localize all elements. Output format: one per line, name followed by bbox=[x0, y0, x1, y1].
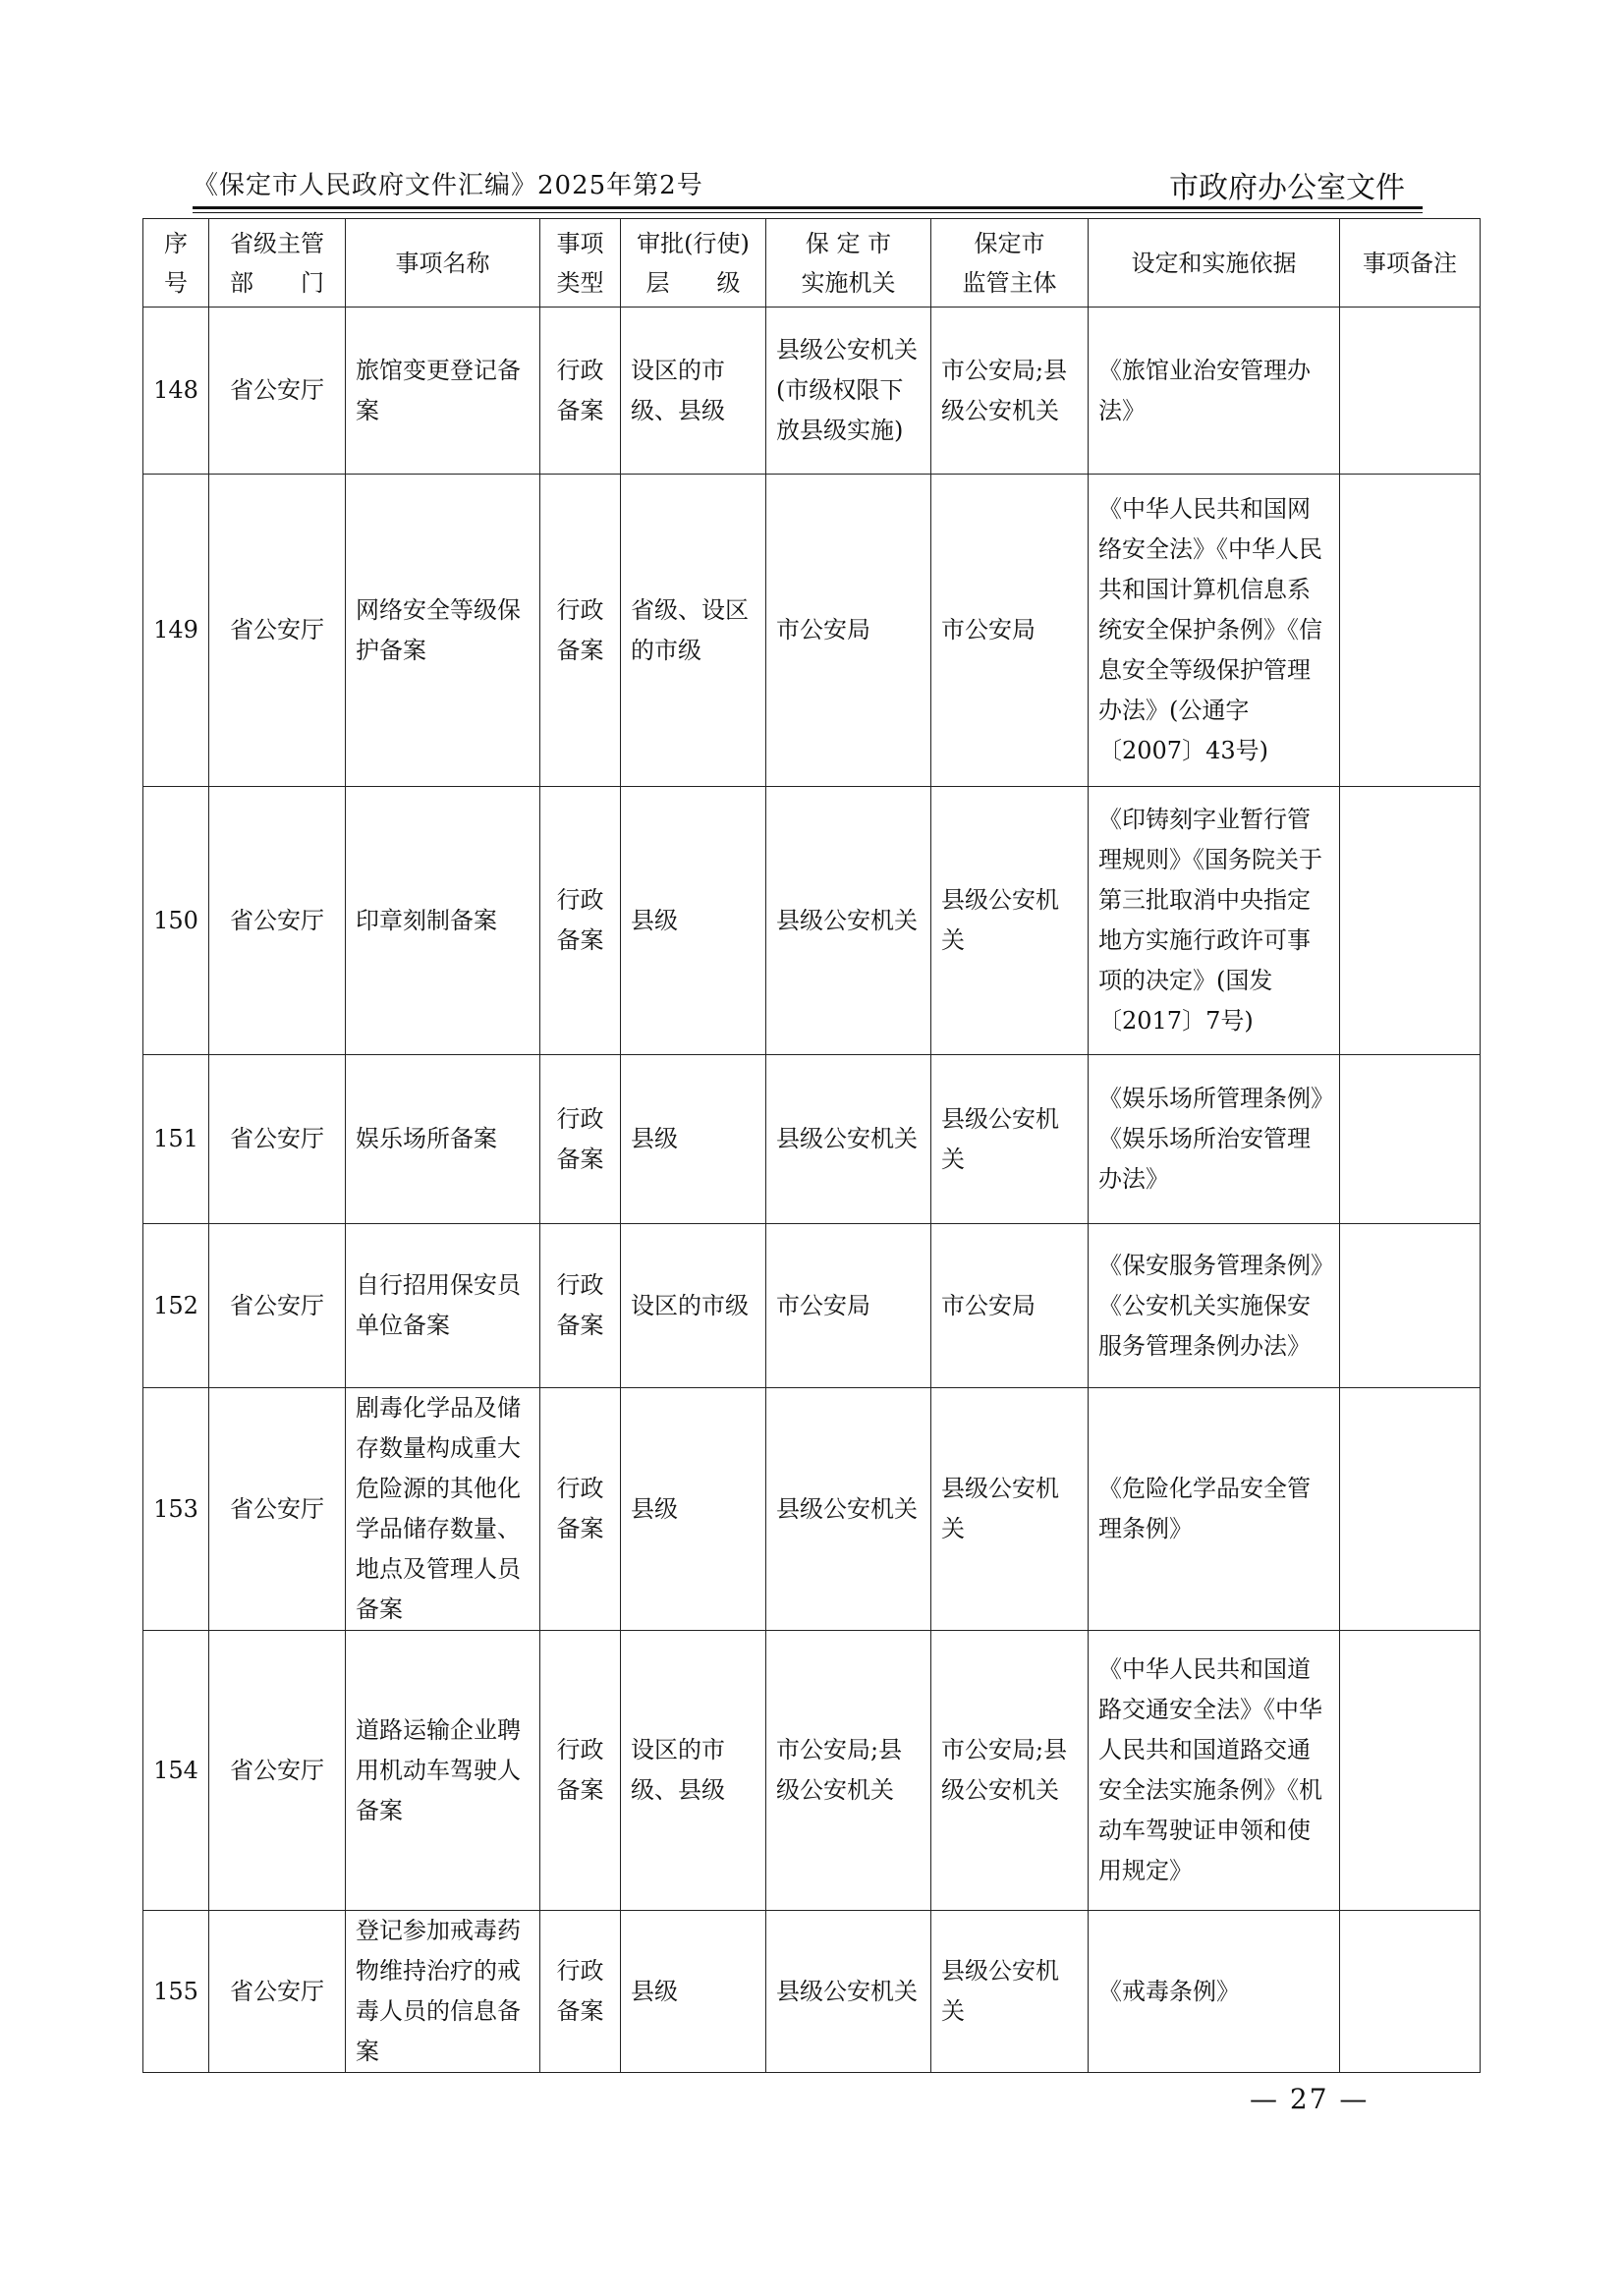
header-rule-thin bbox=[193, 212, 1423, 213]
cell-supervisor: 县级公安机关 bbox=[931, 1388, 1089, 1631]
col-header-remarks: 事项备注 bbox=[1340, 219, 1481, 308]
cell-item-type: 行政备案 bbox=[540, 308, 621, 475]
document-series-title: 《保定市人民政府文件汇编》2025年第2号 bbox=[193, 171, 703, 200]
col-header-department: 省级主管 部 门 bbox=[209, 219, 346, 308]
cell-level: 设区的市级 bbox=[621, 1224, 766, 1388]
cell-level: 县级 bbox=[621, 1388, 766, 1631]
cell-basis: 《旅馆业治安管理办法》 bbox=[1089, 308, 1340, 475]
cell-item-name: 网络安全等级保护备案 bbox=[346, 475, 540, 787]
cell-item-name: 印章刻制备案 bbox=[346, 787, 540, 1055]
table-row bbox=[143, 1911, 1481, 2073]
cell-supervisor: 县级公安机关 bbox=[931, 1911, 1089, 2073]
issuing-office: 市政府办公室文件 bbox=[1169, 171, 1405, 205]
cell-implementing-agency: 县级公安机关 bbox=[766, 1388, 931, 1631]
cell-serial: 154 bbox=[143, 1631, 209, 1911]
cell-implementing-agency: 市公安局;县级公安机关 bbox=[766, 1631, 931, 1911]
page-number: — 27 — bbox=[1250, 2083, 1370, 2115]
col-header-item-type: 事项 类型 bbox=[540, 219, 621, 308]
table-row bbox=[143, 308, 1481, 475]
cell-item-type: 行政备案 bbox=[540, 1911, 621, 2073]
cell-serial: 153 bbox=[143, 1388, 209, 1631]
cell-department: 省公安厅 bbox=[209, 1388, 346, 1631]
table-header-row bbox=[143, 219, 1481, 308]
cell-department: 省公安厅 bbox=[209, 308, 346, 475]
cell-item-name: 旅馆变更登记备案 bbox=[346, 308, 540, 475]
cell-level: 县级 bbox=[621, 787, 766, 1055]
cell-item-name: 登记参加戒毒药物维持治疗的戒毒人员的信息备案 bbox=[346, 1911, 540, 2073]
table-row bbox=[143, 1224, 1481, 1388]
col-header-basis: 设定和实施依据 bbox=[1089, 219, 1340, 308]
cell-serial: 152 bbox=[143, 1224, 209, 1388]
cell-item-type: 行政备案 bbox=[540, 1224, 621, 1388]
cell-remarks bbox=[1340, 1224, 1481, 1388]
cell-level: 县级 bbox=[621, 1911, 766, 2073]
cell-remarks bbox=[1340, 1911, 1481, 2073]
cell-item-type: 行政备案 bbox=[540, 1631, 621, 1911]
cell-department: 省公安厅 bbox=[209, 475, 346, 787]
cell-basis: 《娱乐场所管理条例》《娱乐场所治安管理办法》 bbox=[1089, 1055, 1340, 1224]
cell-supervisor: 市公安局 bbox=[931, 475, 1089, 787]
cell-implementing-agency: 县级公安机关 bbox=[766, 1911, 931, 2073]
cell-serial: 149 bbox=[143, 475, 209, 787]
col-header-supervisor: 保定市 监管主体 bbox=[931, 219, 1089, 308]
cell-item-name: 道路运输企业聘用机动车驾驶人备案 bbox=[346, 1631, 540, 1911]
cell-level: 省级、设区的市级 bbox=[621, 475, 766, 787]
cell-remarks bbox=[1340, 475, 1481, 787]
col-header-level: 审批(行使) 层 级 bbox=[621, 219, 766, 308]
filing-items-table bbox=[142, 218, 1481, 2073]
table-row bbox=[143, 1388, 1481, 1631]
cell-item-type: 行政备案 bbox=[540, 1388, 621, 1631]
cell-item-name: 剧毒化学品及储存数量构成重大危险源的其他化学品储存数量、地点及管理人员备案 bbox=[346, 1388, 540, 1631]
cell-supervisor: 县级公安机关 bbox=[931, 1055, 1089, 1224]
cell-implementing-agency: 市公安局 bbox=[766, 475, 931, 787]
cell-implementing-agency: 县级公安机关(市级权限下放县级实施) bbox=[766, 308, 931, 475]
cell-implementing-agency: 县级公安机关 bbox=[766, 787, 931, 1055]
cell-remarks bbox=[1340, 1631, 1481, 1911]
cell-supervisor: 县级公安机关 bbox=[931, 787, 1089, 1055]
cell-level: 设区的市级、县级 bbox=[621, 308, 766, 475]
cell-basis: 《保安服务管理条例》《公安机关实施保安服务管理条例办法》 bbox=[1089, 1224, 1340, 1388]
table-row bbox=[143, 475, 1481, 787]
cell-item-name: 娱乐场所备案 bbox=[346, 1055, 540, 1224]
cell-serial: 155 bbox=[143, 1911, 209, 2073]
cell-department: 省公安厅 bbox=[209, 1224, 346, 1388]
cell-basis: 《戒毒条例》 bbox=[1089, 1911, 1340, 2073]
cell-item-type: 行政备案 bbox=[540, 787, 621, 1055]
cell-basis: 《中华人民共和国网络安全法》《中华人民共和国计算机信息系统安全保护条例》《信息安全等级保护管理办法》(公通字〔2007〕43号) bbox=[1089, 475, 1340, 787]
table-row bbox=[143, 1055, 1481, 1224]
cell-implementing-agency: 县级公安机关 bbox=[766, 1055, 931, 1224]
cell-level: 设区的市级、县级 bbox=[621, 1631, 766, 1911]
cell-basis: 《印铸刻字业暂行管理规则》《国务院关于第三批取消中央指定地方实施行政许可事项的决定》(国发〔2017〕7号) bbox=[1089, 787, 1340, 1055]
cell-department: 省公安厅 bbox=[209, 1911, 346, 2073]
header-rule-thick bbox=[193, 206, 1423, 209]
cell-basis: 《危险化学品安全管理条例》 bbox=[1089, 1388, 1340, 1631]
cell-implementing-agency: 市公安局 bbox=[766, 1224, 931, 1388]
cell-item-type: 行政备案 bbox=[540, 475, 621, 787]
cell-department: 省公安厅 bbox=[209, 1631, 346, 1911]
cell-remarks bbox=[1340, 1388, 1481, 1631]
col-header-item-name: 事项名称 bbox=[346, 219, 540, 308]
cell-basis: 《中华人民共和国道路交通安全法》《中华人民共和国道路交通安全法实施条例》《机动车驾驶证申领和使用规定》 bbox=[1089, 1631, 1340, 1911]
cell-remarks bbox=[1340, 1055, 1481, 1224]
cell-remarks bbox=[1340, 787, 1481, 1055]
cell-serial: 151 bbox=[143, 1055, 209, 1224]
col-header-serial: 序号 bbox=[143, 219, 209, 308]
cell-item-type: 行政备案 bbox=[540, 1055, 621, 1224]
cell-supervisor: 市公安局;县级公安机关 bbox=[931, 308, 1089, 475]
cell-supervisor: 市公安局 bbox=[931, 1224, 1089, 1388]
cell-item-name: 自行招用保安员单位备案 bbox=[346, 1224, 540, 1388]
col-header-implementing-agency: 保 定 市 实施机关 bbox=[766, 219, 931, 308]
cell-level: 县级 bbox=[621, 1055, 766, 1224]
cell-supervisor: 市公安局;县级公安机关 bbox=[931, 1631, 1089, 1911]
table-row bbox=[143, 787, 1481, 1055]
cell-department: 省公安厅 bbox=[209, 787, 346, 1055]
cell-serial: 148 bbox=[143, 308, 209, 475]
table-row bbox=[143, 1631, 1481, 1911]
cell-department: 省公安厅 bbox=[209, 1055, 346, 1224]
cell-serial: 150 bbox=[143, 787, 209, 1055]
cell-remarks bbox=[1340, 308, 1481, 475]
